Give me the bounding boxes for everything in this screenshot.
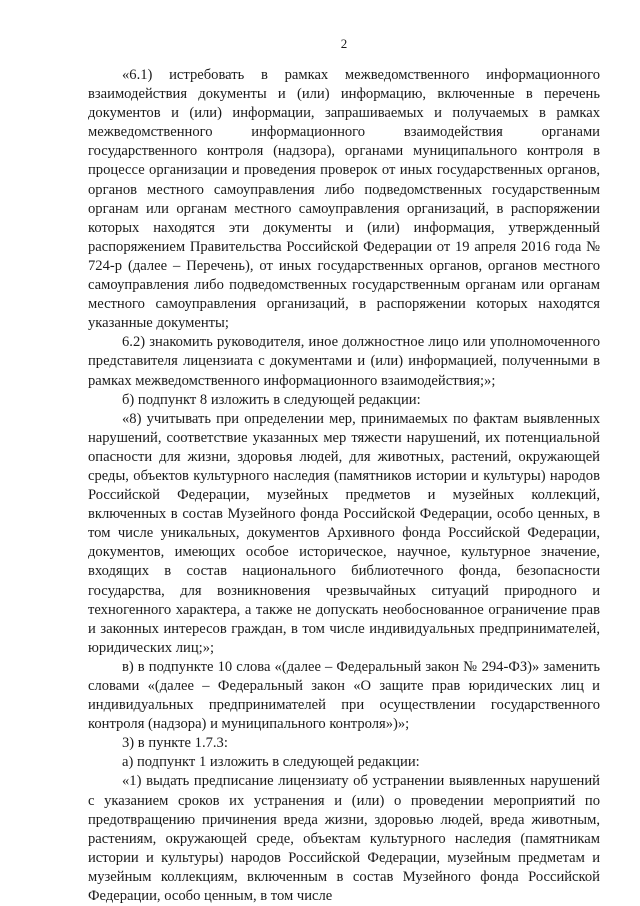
paragraph-6-2: 6.2) знакомить руководителя, иное должностное лицо или уполномоченного представителя лицензиата с документами и (или) информацией, полученными в рамках межведомственного информационного взаимодействия;»; [88,334,600,389]
paragraph-1: «1) выдать предписание лицензиату об устранении выявленных нарушений с указанием сроков их устранения и (или) о проведении мероприятий по предотвращению причинения вреда жизни, здоровью людей, вреда животным, растениям, окружающей среде, объектам культурного наследия (памятникам истории и культуры) народов Российской Федерации, музейным предметам и музейным коллекциям, включенным в состав Музейного фонда Российской Федерации, особо ценным, в том числе [88,773,600,905]
paragraph-a: а) подпункт 1 изложить в следующей редакции: [122,754,420,771]
paragraph-v: в) в подпункте 10 слова «(далее – Федеральный закон № 294-ФЗ)» заменить словами «(далее – Федеральный закон «О защите прав юридических лиц и индивидуальных предпринимателей при осуществлении государственного контроля (надзора) и муниципального контроля»)»; [88,658,600,733]
paragraph-6-1: «6.1) истребовать в рамках межведомственного информационного взаимодействия документы и (или) информацию, включенные в перечень документов и (или) информации, запрашиваемых и получаемых в рамках межведомственного информационного взаимодействия органами государственного контроля (надзора), органами муниципального контроля в процессе организации и проведения проверок от иных государственных органов, органов местного самоуправления либо подведомственных государственным органам или органам местного самоуправления организаций, в распоряжении которых находятся эти документы и (или) информация, утвержденный распоряжением Правительства Российской Федерации от 19 апреля 2016 года № 724-р (далее – Перечень), от иных государственных органов, органов местного самоуправления либо подведомственных государственным органам или органам местного самоуправления организаций, в распоряжении которых находятся указанные документы; [88,67,600,332]
paragraph-8: «8) учитывать при определении мер, принимаемых по фактам выявленных нарушений, соответствие указанных мер тяжести нарушений, их потенциальной опасности для жизни, здоровья людей, для животных, растений, окружающей среды, объектов культурного наследия (памятников истории и культуры) народов Российской Федерации, музейных предметов и музейных коллекций, включенных в состав Музейного фонда Российской Федерации, особо ценных, в том числе уникальных, документов Архивного фонда Российской Федерации, документов, имеющих особое историческое, научное, культурное значение, входящих в состав национального библиотечного фонда, безопасности государства, для возникновения чрезвычайных ситуаций природного и техногенного характера, а также не допускать необоснованное ограничение прав и законных интересов граждан, в том числе индивидуальных предпринимателей, юридических лиц;»; [88,410,600,656]
paragraph-3: 3) в пункте 1.7.3: [122,735,228,752]
page-number: 2 [340,36,348,51]
paragraph-b: б) подпункт 8 изложить в следующей редакции: [122,391,421,408]
